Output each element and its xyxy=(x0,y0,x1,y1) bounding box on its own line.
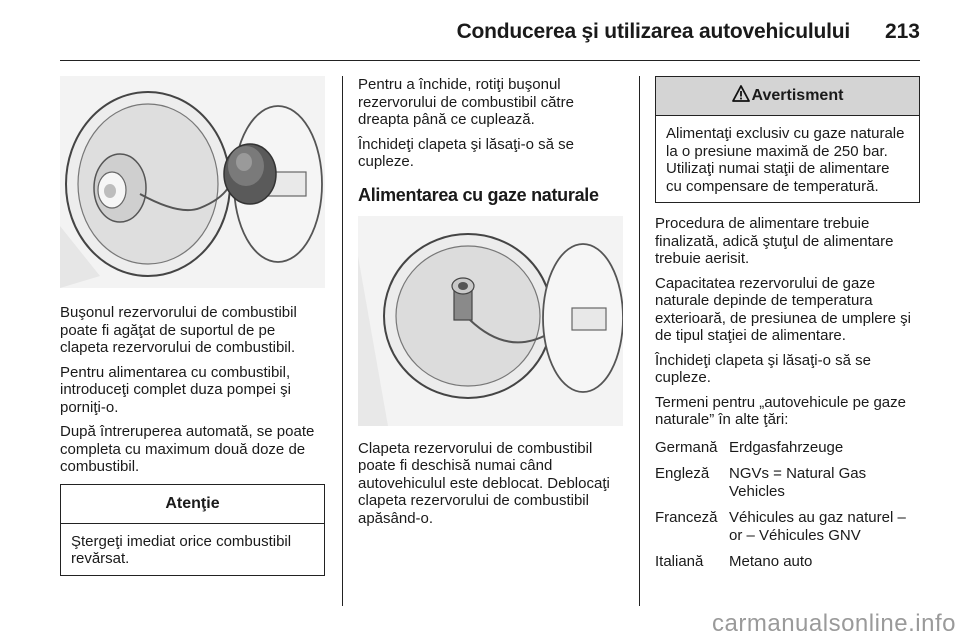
term-value: Erdgasfahrzeuge xyxy=(729,438,844,456)
paragraph: Pentru a închide, rotiţi buşonul rezervorului de combustibil către dreapta până ce cuplează. xyxy=(358,76,574,128)
paragraph: Buşonul rezervorului de combustibil poate fi agăţat de suportul de pe clapeta rezervorului de combustibil. xyxy=(60,304,297,356)
cng-filler-illustration xyxy=(358,216,623,426)
section-heading: Alimentarea cu gaze naturale xyxy=(358,184,599,205)
warning-text: Alimentaţi exclusiv cu gaze naturale la o presiune maximă de 250 bar. Utilizaţi numai staţii de alimentare cu compensare de temperatură. xyxy=(666,125,905,195)
warning-triangle-icon xyxy=(732,85,750,107)
column-divider xyxy=(342,76,343,606)
warning-box xyxy=(655,76,920,203)
term-row xyxy=(655,465,920,500)
warning-title: Avertisment xyxy=(751,87,844,104)
caution-box xyxy=(60,484,325,576)
paragraph: Închideţi clapeta şi lăsaţi-o să se cupleze. xyxy=(358,135,574,170)
paragraph: Clapeta rezervorului de combustibil poate fi deschisă numai când autovehiculul este deblocat. Deblocaţi clapeta rezervorului de combustibil apăsând-o. xyxy=(358,439,610,527)
terms-list xyxy=(655,439,920,571)
paragraph: După întreruperea automată, se poate completa cu maximum două doze de combustibil. xyxy=(60,423,315,475)
page-number: 213 xyxy=(884,20,920,43)
cng-filler-drawing xyxy=(358,216,623,426)
term-row xyxy=(655,509,920,544)
column-2 xyxy=(358,76,623,534)
caution-text: Ştergeţi imediat orice combustibil revărsat. xyxy=(71,532,292,567)
paragraph: Procedura de alimentare trebuie finalizată, adică ştuţul de alimentare trebuie aerisit. xyxy=(655,215,894,267)
paragraph: Închideţi clapeta şi lăsaţi-o să se cupleze. xyxy=(655,351,871,386)
fuel-cap-illustration xyxy=(60,76,325,288)
term-language: Italiană xyxy=(655,553,704,570)
term-value: Véhicules au gaz naturel – or – Véhicules GNV xyxy=(729,509,906,544)
page-title: Conducerea şi utilizarea autovehiculului xyxy=(456,20,850,43)
term-row xyxy=(655,553,920,571)
paragraph: Capacitatea rezervorului de gaze naturale depinde de temperatura exterioară, de presiunea de umplere şi de tipul staţiei de alimentare. xyxy=(655,274,911,344)
watermark: carmanualsonline.info xyxy=(712,610,956,637)
caution-title: Atenţie xyxy=(61,485,324,524)
term-row xyxy=(655,439,920,457)
column-3 xyxy=(655,76,920,580)
term-value: Metano auto xyxy=(729,553,813,570)
warning-header xyxy=(656,77,919,116)
term-language: Germană xyxy=(655,438,718,456)
paragraph: Termeni pentru „autovehicule pe gaze naturale” în alte ţări: xyxy=(655,393,906,428)
term-language: Engleză xyxy=(655,465,710,482)
term-value: NGVs = Natural Gas Vehicles xyxy=(729,465,867,500)
column-1 xyxy=(60,76,325,576)
page-header xyxy=(60,14,920,61)
fuel-cap-drawing xyxy=(60,76,325,288)
column-divider xyxy=(639,76,640,606)
term-language: Franceză xyxy=(655,509,718,526)
paragraph: Pentru alimentarea cu combustibil, introduceţi complet duza pompei şi porniţi-o. xyxy=(60,363,291,416)
